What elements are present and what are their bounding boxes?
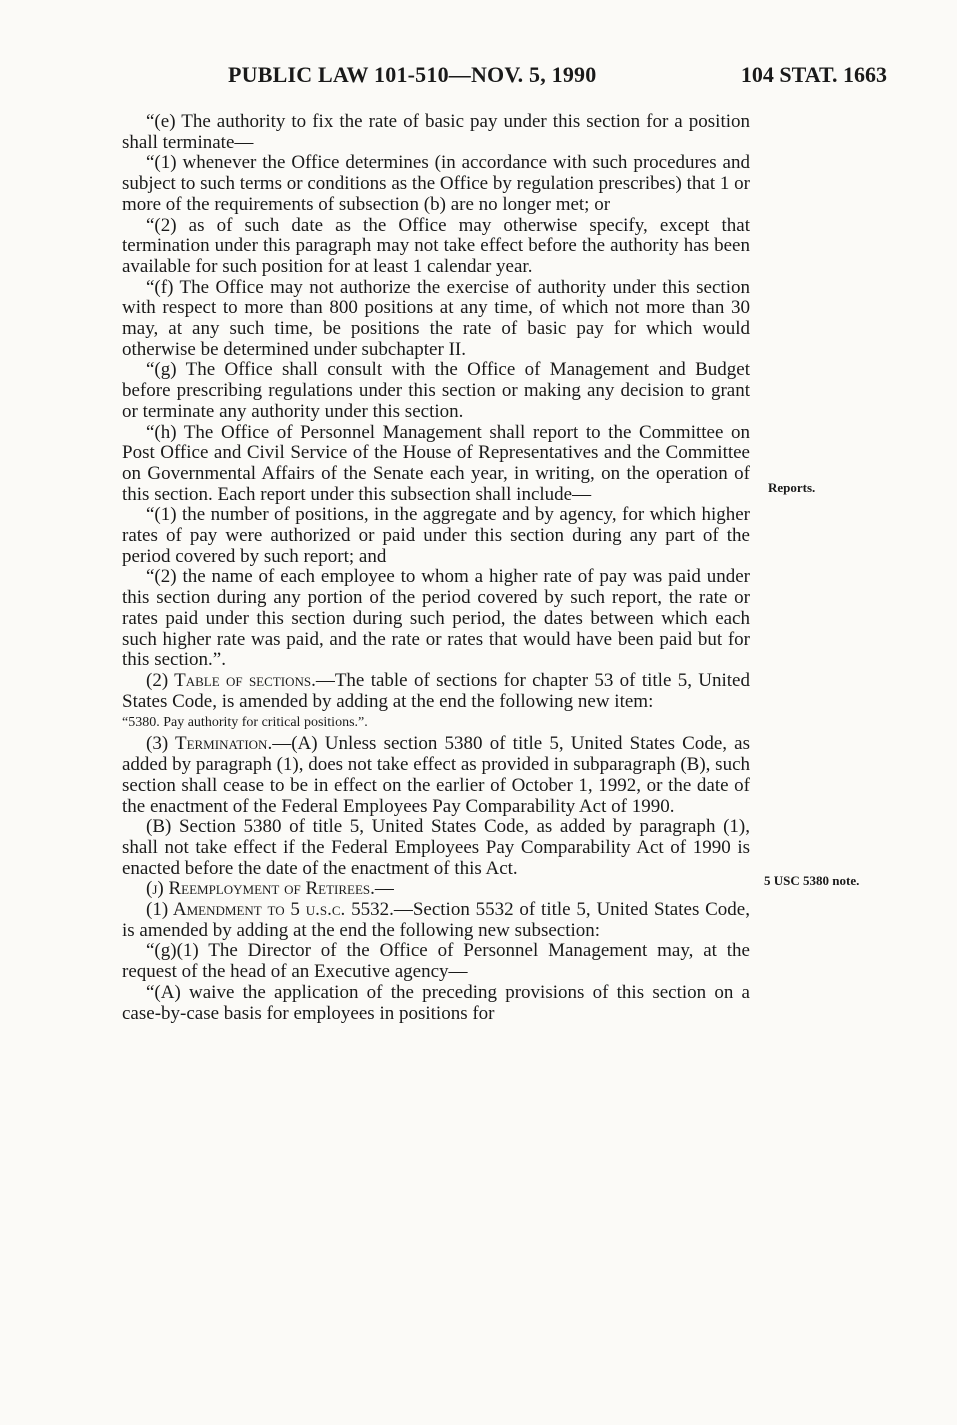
paragraph-j1-text: —Section 5532 of title 5, United States Code, is amended by adding at the end the following new subsection: — [122, 899, 750, 941]
paragraph-2-heading: (2) Table of sections. — [146, 669, 316, 691]
subsection-g1-new: “(g)(1) The Director of the Office of Personnel Management may, at the request of the head of an Executive agency— — [122, 940, 750, 983]
subsection-f: “(f) The Office may not authorize the exercise of authority under this section with respect to more than 800 positions at any time, of which not more than 30 may, at any such time, be positions the rate of basic pay for which would otherwise be determined under subchapter II. — [122, 276, 750, 360]
table-of-sections-item: “5380. Pay authority for critical positions.”. — [122, 715, 368, 731]
paragraph-h2: “(2) the name of each employee to whom a higher rate of pay was paid under this section during any portion of the period covered by such report, the rate or rates paid under this section during such period, the dates between which each such higher rate was paid, and the rate or rates that would have been paid but for this section.”. — [122, 566, 750, 671]
statute-page-number: 104 STAT. 1663 — [740, 62, 887, 87]
subsection-j-heading — [122, 879, 750, 900]
paragraph-e2: “(2) as of such date as the Office may otherwise specify, except that termination under this paragraph may not take effect before the authority has been available for such position for at least 1 calendar year. — [122, 214, 750, 277]
subsection-h-intro: “(h) The Office of Personnel Management shall report to the Committee on Post Office and Civil Service of the House of Representatives and the Committee on Governmental Affairs of the Senate each year, in writing, on the operation of this section. Each report under this subsection shall include— — [122, 421, 750, 505]
paragraph-3b: (B) Section 5380 of title 5, United States Code, as added by paragraph (1), shall not take effect if the Federal Employees Pay Comparability Act of 1990 is enacted before the date of the enactment of this Act. — [122, 816, 750, 879]
statute-body — [122, 112, 750, 1024]
margin-note-usc: 5 USC 5380 note. — [764, 873, 860, 888]
paragraph-2-text: —The table of sections for chapter 53 of title 5, United States Code, is amended by adding at the end the following new item: — [122, 669, 750, 712]
subsection-g: “(g) The Office shall consult with the Office of Management and Budget before prescribing regulations under this section or making any decision to grant or terminate any authority under this section. — [122, 359, 750, 422]
margin-note-reports: Reports. — [768, 480, 816, 495]
paragraph-j1-heading: (1) Amendment to 5 u.s.c. 5532. — [146, 899, 394, 921]
paragraph-3-text: —(A) Unless section 5380 of title 5, United States Code, as added by paragraph (1), does not take effect as provided in subparagraph (B), such section shall cease to be in effect on the earlier of October 1, 1992, or the date of the enactment of the Federal Employees Pay Comparability Act of 1990. — [122, 733, 751, 817]
paragraph-3-heading: (3) Termination. — [146, 733, 273, 755]
paragraph-2-table-of-sections — [122, 671, 750, 712]
paragraph-3-termination — [122, 734, 750, 817]
running-header-title: PUBLIC LAW 101-510—NOV. 5, 1990 — [228, 62, 597, 87]
subsection-e-intro: “(e) The authority to fix the rate of basic pay under this section for a position shall terminate— — [122, 111, 750, 153]
paragraph-j1 — [122, 900, 750, 941]
subparagraph-g1a: “(A) waive the application of the preceding provisions of this section on a case-by-case basis for employees in positions for — [122, 981, 750, 1024]
subsection-j-title: (j) Reemployment of Retirees. — [146, 878, 375, 900]
subsection-j-dash: — — [374, 878, 394, 900]
paragraph-h1: “(1) the number of positions, in the aggregate and by agency, for which higher rates of pay were authorized or paid under this section during any part of the period covered by such report; and — [122, 504, 750, 567]
paragraph-e1: “(1) whenever the Office determines (in accordance with such procedures and subject to such terms or conditions as the Office by regulation prescribes) that 1 or more of the requirements of subsection (b) are no longer met; or — [122, 152, 750, 215]
